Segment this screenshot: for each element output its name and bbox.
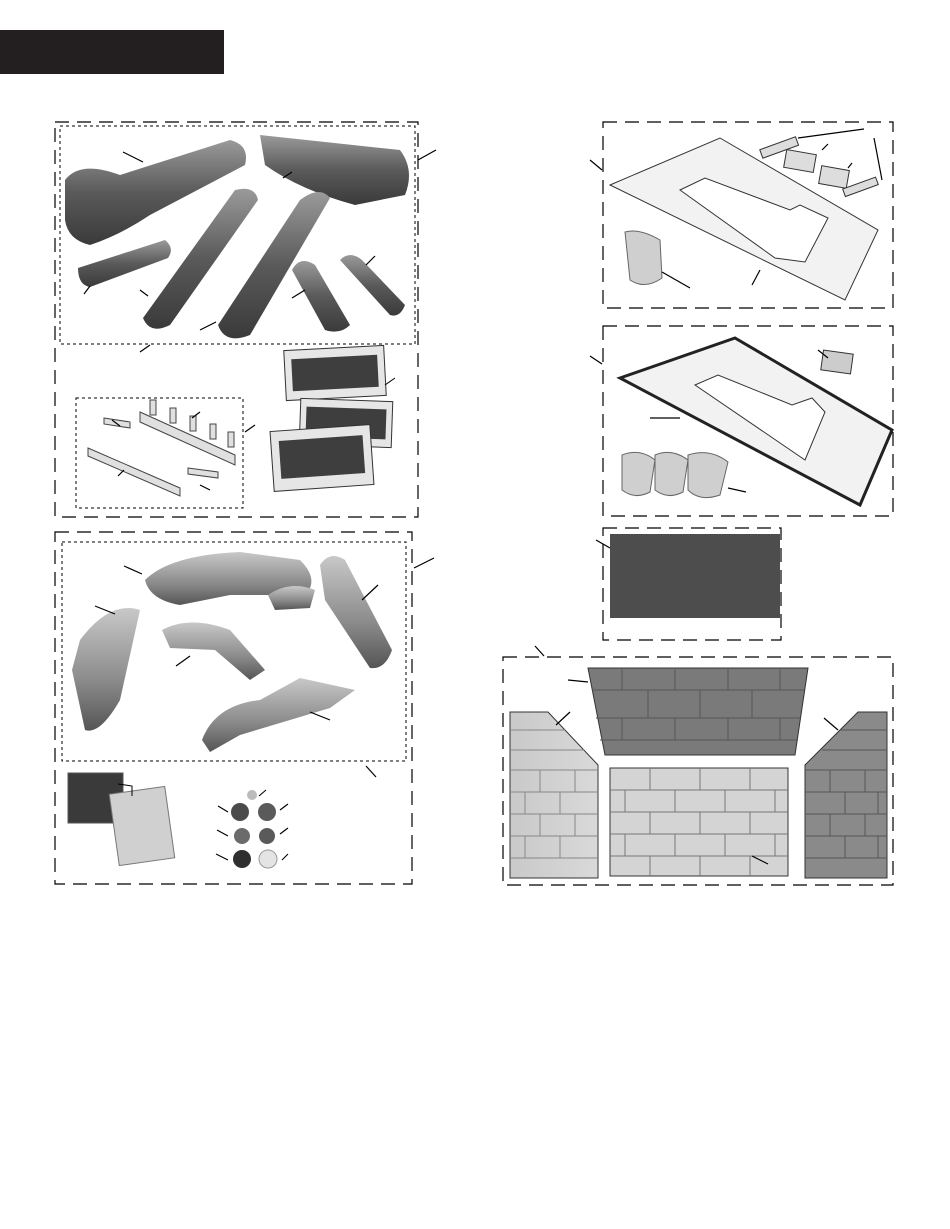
grate-kit	[76, 398, 255, 508]
log-large-right	[260, 135, 409, 205]
burner-pan-kit-2	[590, 326, 893, 516]
ember-bags	[270, 345, 395, 491]
oak-log-kit	[55, 122, 436, 517]
stones	[216, 790, 288, 868]
log-short-1	[292, 261, 350, 332]
ember-pad-kit	[596, 528, 781, 640]
brick-panels-kit	[503, 646, 893, 885]
rock-wool-bag	[109, 786, 174, 865]
burner-pan-kit-1	[590, 122, 893, 308]
log-short-2	[340, 255, 405, 316]
driftwood-log-kit	[55, 532, 434, 884]
log-small-left	[78, 240, 171, 287]
